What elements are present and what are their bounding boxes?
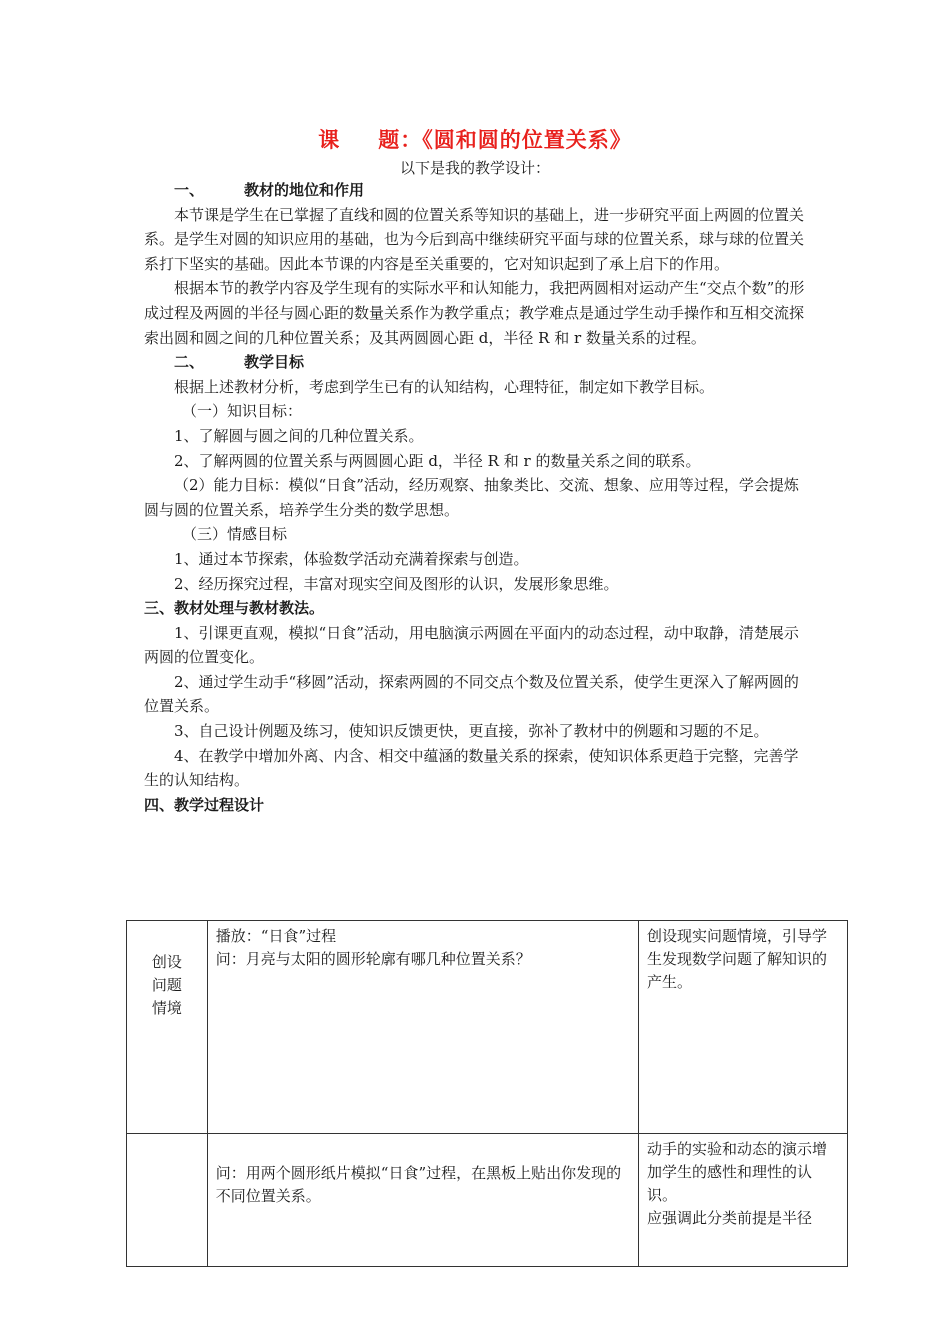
method-item-2: 2、通过学生动手“移圆”活动，探索两圆的不同交点个数及位置关系，使学生更深入了解两圆的位置关系。 — [144, 672, 799, 716]
subtitle: 以下是我的教学设计： — [399, 159, 550, 177]
knowledge-goal-1: 1、了解圆与圆之间的几种位置关系。 — [174, 426, 424, 445]
title-label-2: 题： — [378, 128, 423, 152]
emotion-goal-2: 2、经历探究过程，丰富对现实空间及图形的认识，发展形象思维。 — [174, 574, 619, 593]
document-body — [144, 178, 812, 817]
section-1-heading: 一、 教材的地位和作用 — [174, 181, 365, 199]
stage-cell — [127, 1134, 208, 1267]
table-row — [127, 921, 848, 1134]
content-cell: 播放：“日食”过程 问：月亮与太阳的圆形轮廓有哪几种位置关系？ — [207, 921, 638, 1134]
table-row — [127, 1134, 848, 1267]
section-2-heading: 二、 教学目标 — [174, 353, 305, 372]
lesson-title — [0, 124, 950, 154]
title-name: 《圆和圆的位置关系》 — [422, 128, 632, 152]
emotion-goal-1: 1、通过本节探索，体验数学活动充满着探索与创造。 — [174, 549, 529, 568]
section-2-intro: 根据上述教材分析，考虑到学生已有的认知结构，心理特征，制定如下教学目标。 — [174, 377, 715, 396]
lesson-process-table — [126, 920, 848, 1267]
content-cell: 问：用两个圆形纸片模拟“日食”过程，在黑板上贴出你发现的不同位置关系。 — [207, 1134, 638, 1267]
emotion-goals-title: （三）情感目标 — [182, 525, 288, 544]
method-item-4: 4、在教学中增加外离、内含、相交中蕴涵的数量关系的探索，使知识体系更趋于完整，完善学生的认知结构。 — [144, 746, 799, 790]
ability-goals: （2）能力目标：模似“日食”活动，经历观察、抽象类比、交流、想象、应用等过程，学会提炼圆与圆的位置关系，培养学生分类的数学思想。 — [144, 476, 799, 519]
knowledge-goal-2: 2、了解两圆的位置关系与两圆圆心距 d，半径 R 和 r 的数量关系之间的联系。 — [174, 451, 701, 470]
section-1-paragraph-2: 根据本节的教学内容及学生现有的实际水平和认知能力，我把两圆相对运动产生“交点个数”的形成过程及两圆的半径与圆心距的数量关系作为教学重点；教学难点是通过学生动手操作和互相交流探索出圆和圆之间的几种位置关系；及其两圆圆心距 d，半径 R 和 r 数量关系的过程。 — [144, 279, 805, 347]
stage-cell: 创设 问题 情境 — [127, 921, 208, 1134]
method-item-3: 3、自己设计例题及练习，使知识反馈更快，更直接，弥补了教材中的例题和习题的不足。 — [174, 722, 769, 741]
section-3-heading: 三、教材处理与教材教法。 — [144, 599, 325, 618]
section-1-paragraph-1: 本节课是学生在已掌握了直线和圆的位置关系等知识的基础上，进一步研究平面上两圆的位置关系。是学生对圆的知识应用的基础，也为今后到高中继续研究平面与球的位置关系，球与球的位置关系打下坚实的基础。因此本节课的内容是至关重要的，它对知识起到了承上启下的作用。 — [144, 205, 805, 273]
note-cell: 创设现实问题情境，引导学生发现数学问题了解知识的产生。 — [638, 921, 847, 1134]
section-4-heading: 四、教学过程设计 — [144, 795, 265, 814]
title-label: 课 — [318, 128, 341, 152]
note-cell: 动手的实验和动态的演示增加学生的感性和理性的认识。 应强调此分类前提是半径 — [638, 1134, 847, 1267]
method-item-1: 1、引课更直观，模拟“日食”活动，用电脑演示两圆在平面内的动态过程，动中取静，清楚展示两圆的位置变化。 — [144, 623, 799, 667]
knowledge-goals-title: （一）知识目标： — [182, 402, 303, 421]
